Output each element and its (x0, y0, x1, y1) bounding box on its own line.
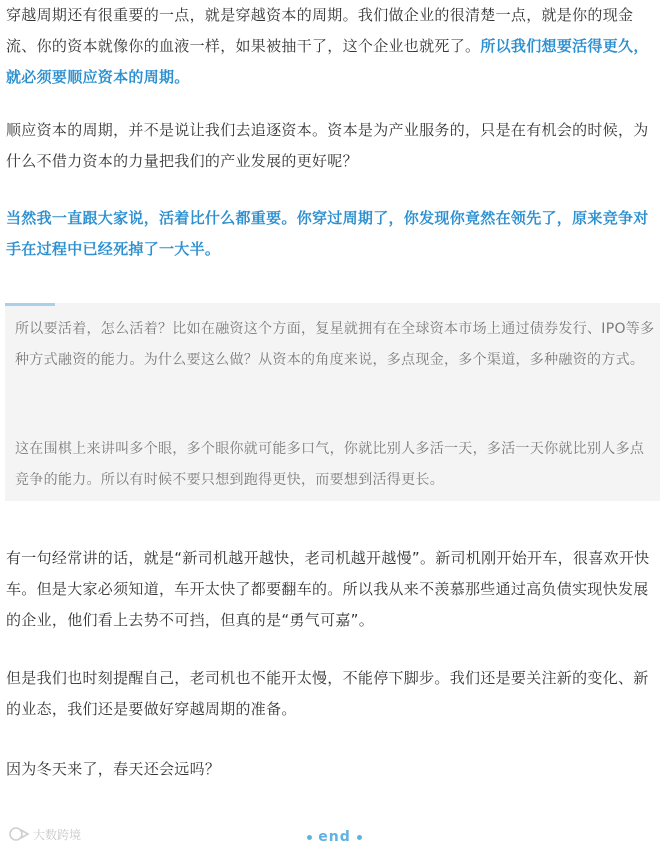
end-marker (0, 829, 669, 845)
paragraph-5: 但是我们也时刻提醒自己，老司机也不能开太慢，不能停下脚步。我们还是要关注新的变化、新的业态，我们还是要做好穿越周期的准备。 (6, 669, 649, 718)
paragraph-1-highlight: 所以我们想要活得更久，就必须要顺应资本的周期。 (6, 37, 649, 86)
paragraph-3-emphasis: 当然我一直跟大家说，活着比什么都重要。你穿过周期了，你发现你竟然在领先了，原来竞争对手在过程中已经死掉了一大半。 (6, 209, 649, 258)
paragraph-2: 顺应资本的周期，并不是说让我们去追逐资本。资本是为产业服务的，只是在有机会的时候，为什么不借力资本的力量把我们的产业发展的更好呢？ (6, 121, 649, 170)
quote-paragraph-2: 这在围棋上来讲叫多个眼，多个眼你就可能多口气，你就比别人多活一天，多活一天你就比别人多点竞争的能力。所以有时候不要只想到跑得更快，而要想到活得更长。 (15, 441, 645, 488)
end-dot-left-icon (307, 835, 312, 840)
paragraph-1-text: 穿越周期还有很重要的一点，就是穿越资本的周期。我们做企业的很清楚一点，就是你的现金流、你的资本就像你的血液一样，如果被抽干了，这个企业也就死了。 (6, 6, 634, 55)
paragraph-4: 有一句经常讲的话，就是“新司机越开越快，老司机越开越慢”。新司机刚开始开车，很喜欢开快车。但是大家必须知道，车开太快了都要翻车的。所以我从来不羡慕那些通过高负债实现快发展的企业，他们看上去势不可挡，但真的是“勇气可嘉”。 (6, 549, 650, 629)
watermark-text: 大数跨境 (33, 827, 82, 842)
end-label: end (318, 829, 351, 845)
quote-paragraph-1: 所以要活着，怎么活着？比如在融资这个方面，复星就拥有在全球资本市场上通过债券发行、IPO等多种方式融资的能力。为什么要这么做？从资本的角度来说，多点现金，多个渠道，多种融资的方式。 (15, 321, 655, 368)
quote-accent-bar (5, 303, 55, 306)
quote-block (5, 303, 660, 501)
end-dot-right-icon (357, 835, 362, 840)
paragraph-6: 因为冬天来了，春天还会远吗？ (6, 760, 221, 778)
paragraph-1 (6, 0, 662, 93)
